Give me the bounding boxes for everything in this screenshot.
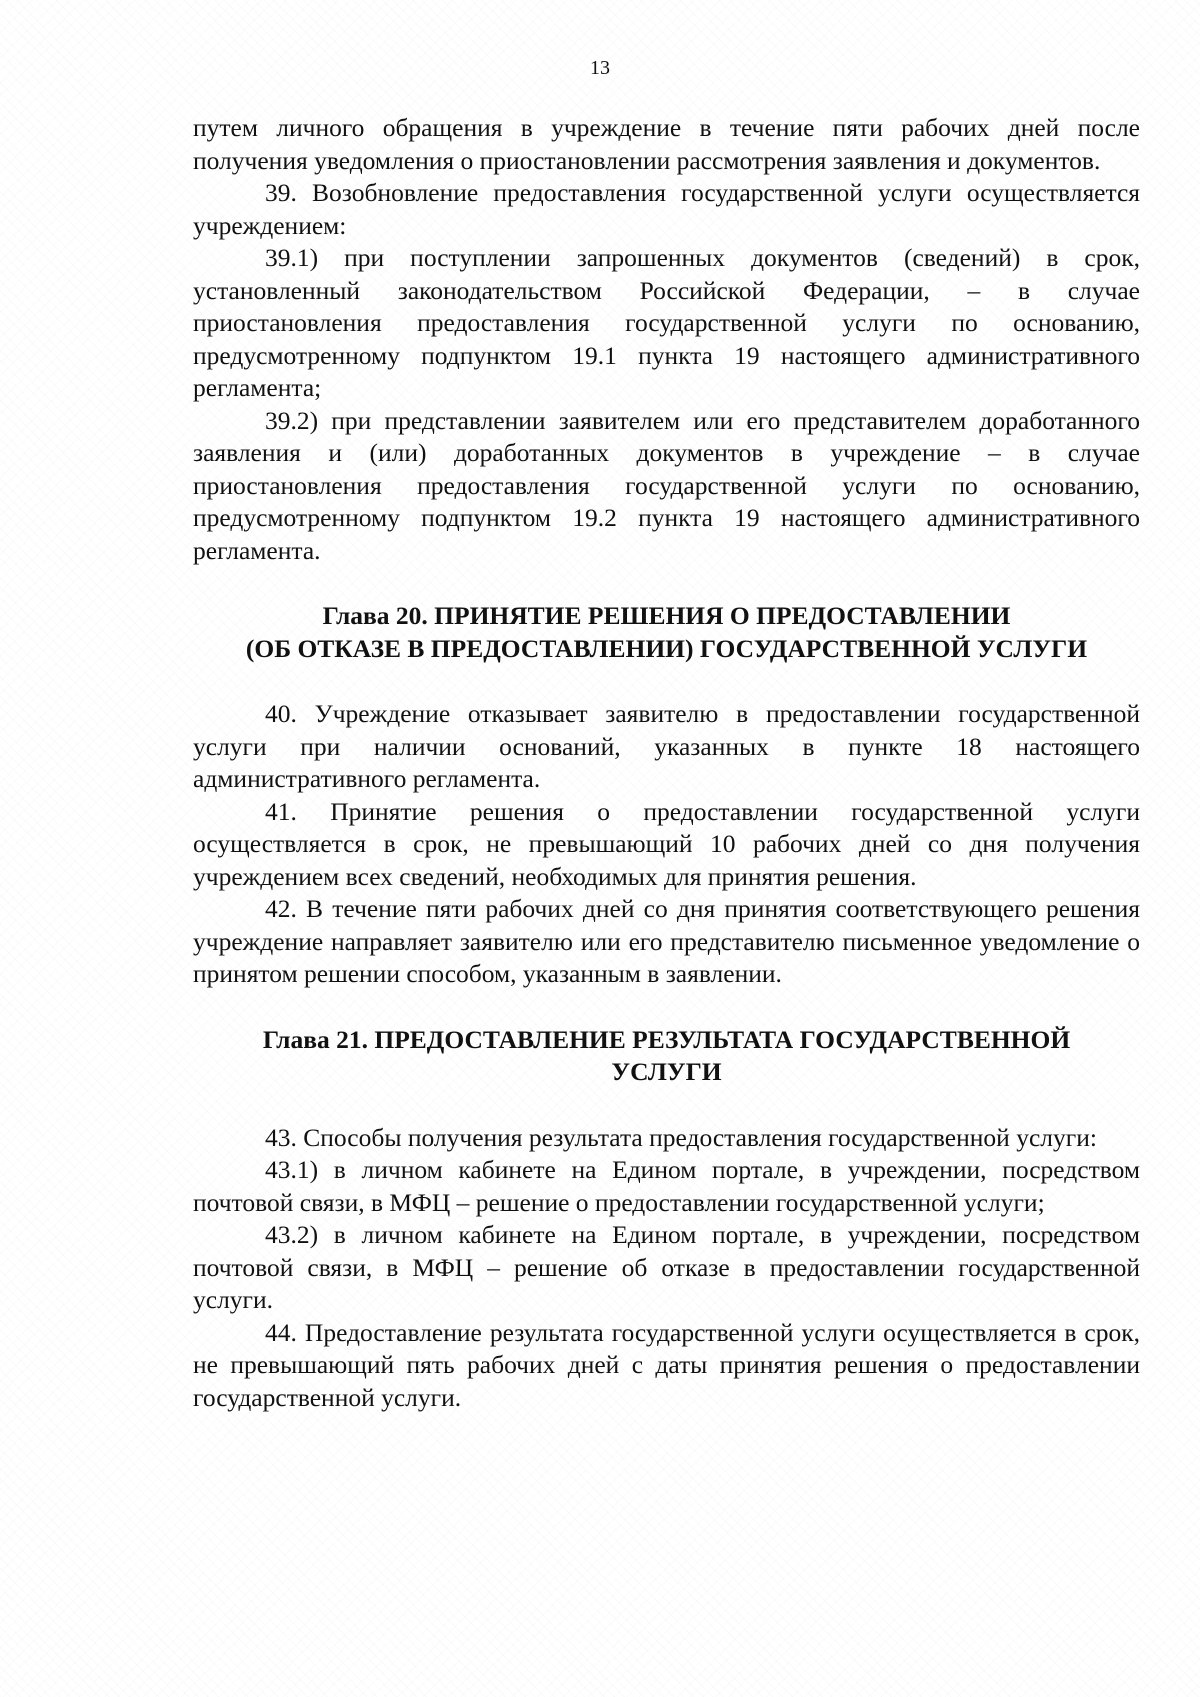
chapter-20-heading [193, 600, 1140, 665]
paragraph-42: 42. В течение пяти рабочих дней со дня принятия соответствующего решения учреждение направляет заявителю или его представителю письменное уведомление о принятом решении способом, указанным в заявлении. [193, 894, 1140, 988]
paragraph-39-2: 39.2) при представлении заявителем или его представителем доработанного заявления и (или) доработанных документов в учреждение – в случае приостановления предоставления государственной услуги по основанию, предусмотренному подпунктом 19.2 пункта 19 настоящего административного регламента. [193, 405, 1140, 565]
paragraph-43: 43. Способы получения результата предоставления государственной услуги: [265, 1122, 1097, 1152]
chapter-20-heading-line-2: (ОБ ОТКАЗЕ В ПРЕДОСТАВЛЕНИИ) ГОСУДАРСТВЕННОЙ УСЛУГИ [245, 633, 1088, 663]
paragraph-39-1: 39.1) при поступлении запрошенных документов (сведений) в срок, установленный законодательством Российской Федерации, – в случае приостановления предоставления государственной услуги по основанию, предусмотренному подпунктом 19.1 пункта 19 настоящего административного регламента; [193, 243, 1140, 402]
paragraph-43-2: 43.2) в личном кабинете на Едином портале, в учреждении, посредством почтовой связи, в МФЦ – решение об отказе в предоставлении государственной услуги. [193, 1220, 1140, 1314]
chapter-21-heading-line-1: Глава 21. ПРЕДОСТАВЛЕНИЕ РЕЗУЛЬТАТА ГОСУДАРСТВЕННОЙ [262, 1024, 1071, 1054]
chapter-21-heading-line-2: УСЛУГИ [611, 1057, 722, 1086]
paragraph-39: 39. Возобновление предоставления государственной услуги осуществляется учреждением: [193, 178, 1140, 240]
paragraph-41: 41. Принятие решения о предоставлении государственной услуги осуществляется в срок, не превышающий 10 рабочих дней со дня получения учреждением всех сведений, необходимых для принятия решения. [193, 796, 1140, 891]
chapter-21-heading [193, 1024, 1140, 1089]
paragraph-40: 40. Учреждение отказывает заявителю в предоставлении государственной услуги при наличии оснований, указанных в пункте 18 настоящего административного регламента. [193, 699, 1140, 793]
paragraph-continuation: путем личного обращения в учреждение в течение пяти рабочих дней после получения уведомления о приостановлении рассмотрения заявления и документов. [193, 113, 1140, 175]
document-body [193, 112, 1140, 1414]
page-number: 13 [590, 57, 610, 79]
paragraph-44: 44. Предоставление результата государственной услуги осуществляется в срок, не превышающий пять рабочих дней с даты принятия решения о предоставлении государственной услуги. [193, 1317, 1140, 1412]
paragraph-43-1: 43.1) в личном кабинете на Едином портале, в учреждении, посредством почтовой связи, в МФЦ – решение о предоставлении государственной услуги; [193, 1155, 1140, 1217]
chapter-20-heading-line-1: Глава 20. ПРИНЯТИЕ РЕШЕНИЯ О ПРЕДОСТАВЛЕНИИ [322, 601, 1011, 630]
